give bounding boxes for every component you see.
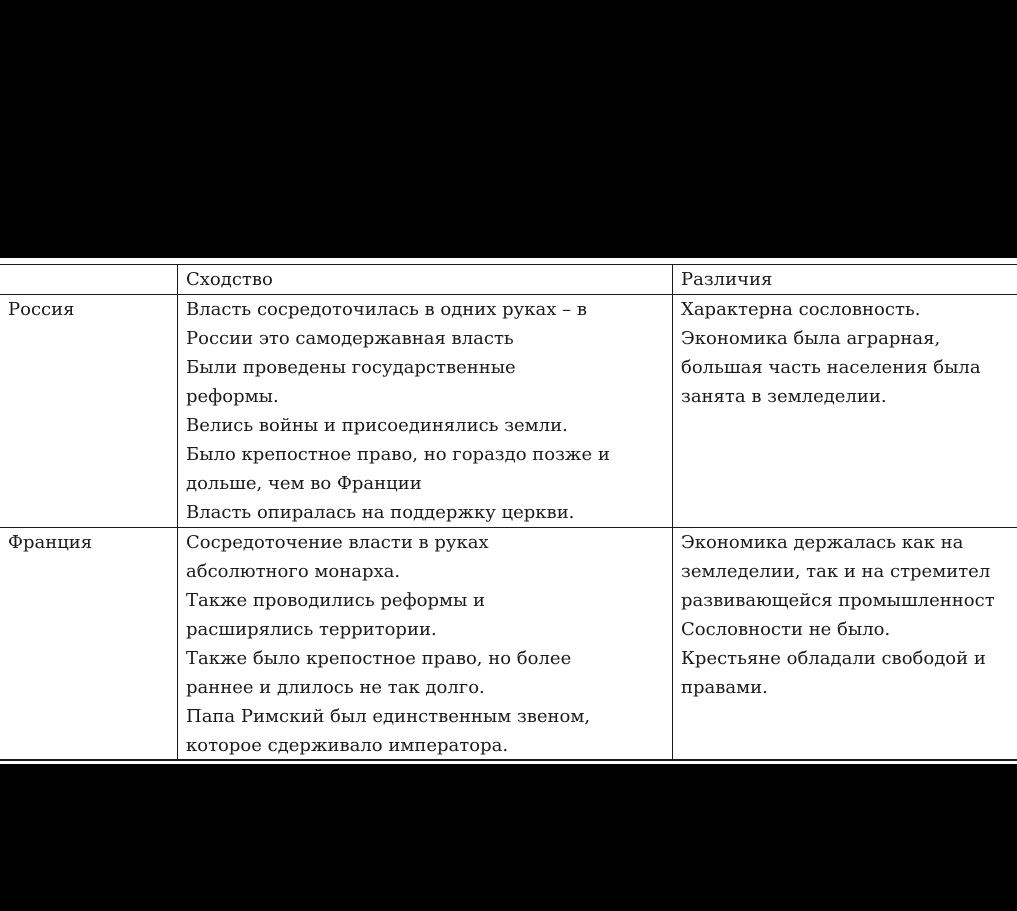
text-line: Крестьяне обладали свободой и xyxy=(681,648,986,669)
text-line: раннее и длилось не так долго. xyxy=(186,677,485,698)
text-line: расширялись территории. xyxy=(186,619,437,640)
bottom-rule xyxy=(0,759,1017,761)
text-line: России это самодержавная власть xyxy=(186,328,514,349)
differences-cell-france xyxy=(673,528,1017,761)
text-line: правами. xyxy=(681,677,768,698)
text-line: Было крепостное право, но гораздо позже и xyxy=(186,444,610,465)
country-cell-russia: Россия xyxy=(0,295,178,528)
text-line: Также проводились реформы и xyxy=(186,590,486,611)
text-line: Власть опиралась на поддержку церкви. xyxy=(186,502,575,523)
text-line: Велись войны и присоединялись земли. xyxy=(186,415,568,436)
text-line: которое сдерживало императора. xyxy=(186,735,509,756)
table-header-row xyxy=(0,265,1017,295)
text-line: развивающейся промышленност xyxy=(681,590,995,611)
country-cell-france: Франция xyxy=(0,528,178,761)
text-line: Власть сосредоточилась в одних руках – в xyxy=(186,299,587,320)
text-line: большая часть населения была xyxy=(681,357,981,378)
header-empty-cell xyxy=(0,265,178,295)
text-line: реформы. xyxy=(186,386,279,407)
text-line: Экономика была аграрная, xyxy=(681,328,941,349)
text-line: Сосредоточение власти в руках xyxy=(186,532,489,553)
text-line: абсолютного монарха. xyxy=(186,561,401,582)
header-differences: Различия xyxy=(673,265,1017,295)
comparison-table xyxy=(0,264,1017,761)
similarity-cell-france xyxy=(178,528,673,761)
text-line: Также было крепостное право, но более xyxy=(186,648,572,669)
header-similarity: Сходство xyxy=(178,265,673,295)
document-sheet xyxy=(0,258,1017,764)
table-row-france xyxy=(0,528,1017,761)
text-line: занята в земледелии. xyxy=(681,386,887,407)
text-line: Были проведены государственные xyxy=(186,357,516,378)
text-line: Характерна сословность. xyxy=(681,299,921,320)
differences-cell-russia xyxy=(673,295,1017,528)
text-line: земледелии, так и на стремител xyxy=(681,561,991,582)
text-line: Экономика держалась как на xyxy=(681,532,964,553)
table-row-russia xyxy=(0,295,1017,528)
text-line: Сословности не было. xyxy=(681,619,891,640)
text-line: Папа Римский был единственным звеном, xyxy=(186,706,591,727)
similarity-cell-russia xyxy=(178,295,673,528)
text-line: дольше, чем во Франции xyxy=(186,473,422,494)
